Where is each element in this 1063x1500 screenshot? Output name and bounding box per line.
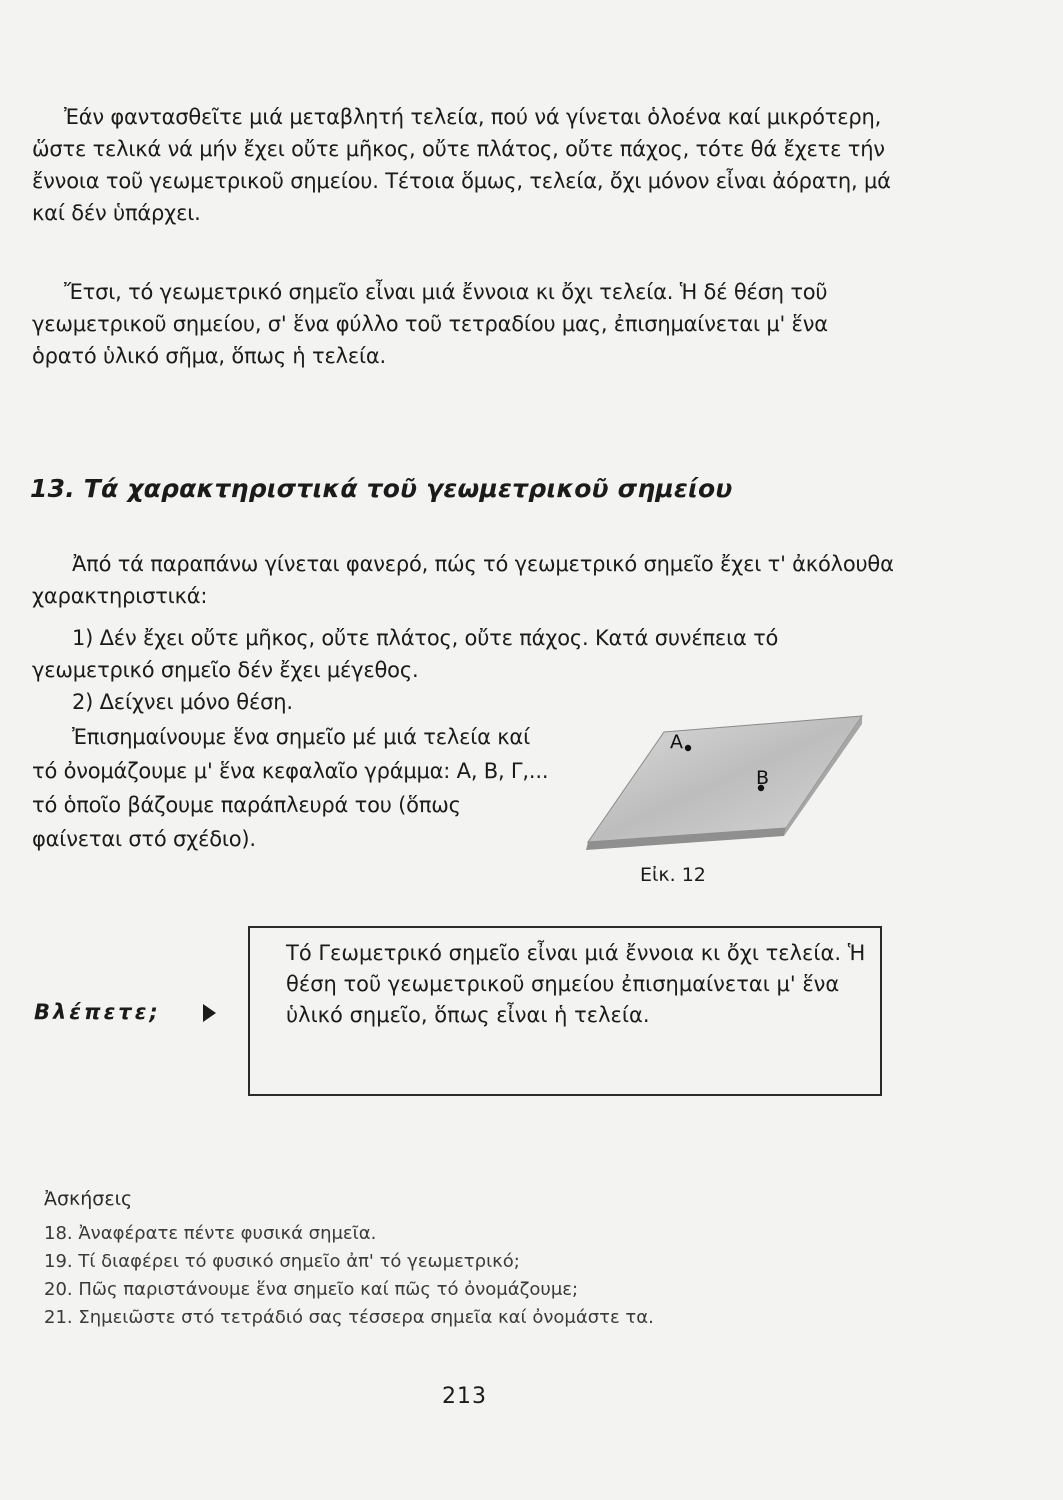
characteristic-item-1: 1) Δέν ἔχει οὔτε μῆκος, οὔτε πλάτος, οὔτε πάχος. Κατά συνέπεια τό γεωμετρικό σημεῖο δέν ἔχει μέγεθος. xyxy=(32,626,779,682)
paragraph-characteristics-intro: Ἀπό τά παραπάνω γίνεται φανερό, πώς τό γεωμετρικό σημεῖο ἔχει τ' ἀκόλουθα χαρακτηριστικά: xyxy=(32,552,894,608)
exercise-item: 20. Πῶς παριστάνουμε ἕνα σημεῖο καί πῶς τό ὀνομάζουμε; xyxy=(44,1279,579,1300)
paragraph-point-marking: Ἐπισημαίνουμε ἕνα σημεῖο μέ μιά τελεία καί τό ὀνομάζουμε μ' ἕνα κεφαλαῖο γράμμα: Α, Β, Γ,... τό ὁποῖο βάζουμε παράπλευρά του (ὅπως φαίνεται στό σχέδιο). xyxy=(32,725,549,851)
paragraph-point-concept: Ἔτσι, τό γεωμετρικό σημεῖο εἶναι μιά ἔννοια κι ὄχι τελεία. Ἡ δέ θέση τοῦ γεωμετρικοῦ σημείου, σ' ἕνα φύλλο τοῦ τετραδίου μας, ἐπισημαίνεται μ' ἕνα ὁρατό ὑλικό σῆμα, ὅπως ἡ τελεία. xyxy=(32,280,828,368)
note-text: Τό Γεωμετρικό σημεῖο εἶναι μιά ἔννοια κι ὄχι τελεία. Ἡ θέση τοῦ γεωμετρικοῦ σημείου ἐπισημαίνεται μ' ἕνα ὑλικό σημεῖο, ὅπως εἶναι ἡ τελεία. xyxy=(286,941,866,1027)
point-a-label: Α xyxy=(670,731,683,753)
paragraph-variable-dot: Ἐάν φαντασθεῖτε μιά μεταβλητή τελεία, πού νά γίνεται ὁλοένα καί μικρότερη, ὥστε τελικά νά μήν ἔχει οὔτε μῆκος, οὔτε πλάτος, οὔτε πάχος, τότε θά ἔχετε τήν ἔννοια τοῦ γεωμετρικοῦ σημείου. Τέτοια ὅμως, τελεία, ὄχι μόνον εἶναι ἀόρατη, μά καί δέν ὑπάρχει. xyxy=(32,105,891,225)
exercises-list xyxy=(44,1220,654,1332)
figure-plane-with-points xyxy=(580,710,880,870)
point-a-dot xyxy=(685,745,691,751)
exercise-item: 19. Τί διαφέρει τό φυσικό σημεῖο ἀπ' τό γεωμετρικό; xyxy=(44,1251,520,1272)
figure-caption: Εἰκ. 12 xyxy=(640,864,706,886)
play-arrow-icon xyxy=(200,1002,218,1024)
section-heading: 13. Τά χαρακτηριστικά τοῦ γεωμετρικοῦ σημείου xyxy=(30,474,733,503)
characteristic-item-2: 2) Δείχνει μόνο θέση. xyxy=(72,690,293,714)
exercise-item: 18. Ἀναφέρατε πέντε φυσικά σημεῖα. xyxy=(44,1223,377,1244)
exercises-title: Ἀσκήσεις xyxy=(44,1188,133,1210)
exercise-item: 21. Σημειῶστε στό τετράδιό σας τέσσερα σημεῖα καί ὀνομάστε τα. xyxy=(44,1307,654,1328)
see-also-label: Βλέπετε; xyxy=(34,1000,161,1024)
point-b-label: Β xyxy=(756,767,770,789)
page-number: 213 xyxy=(442,1384,487,1409)
